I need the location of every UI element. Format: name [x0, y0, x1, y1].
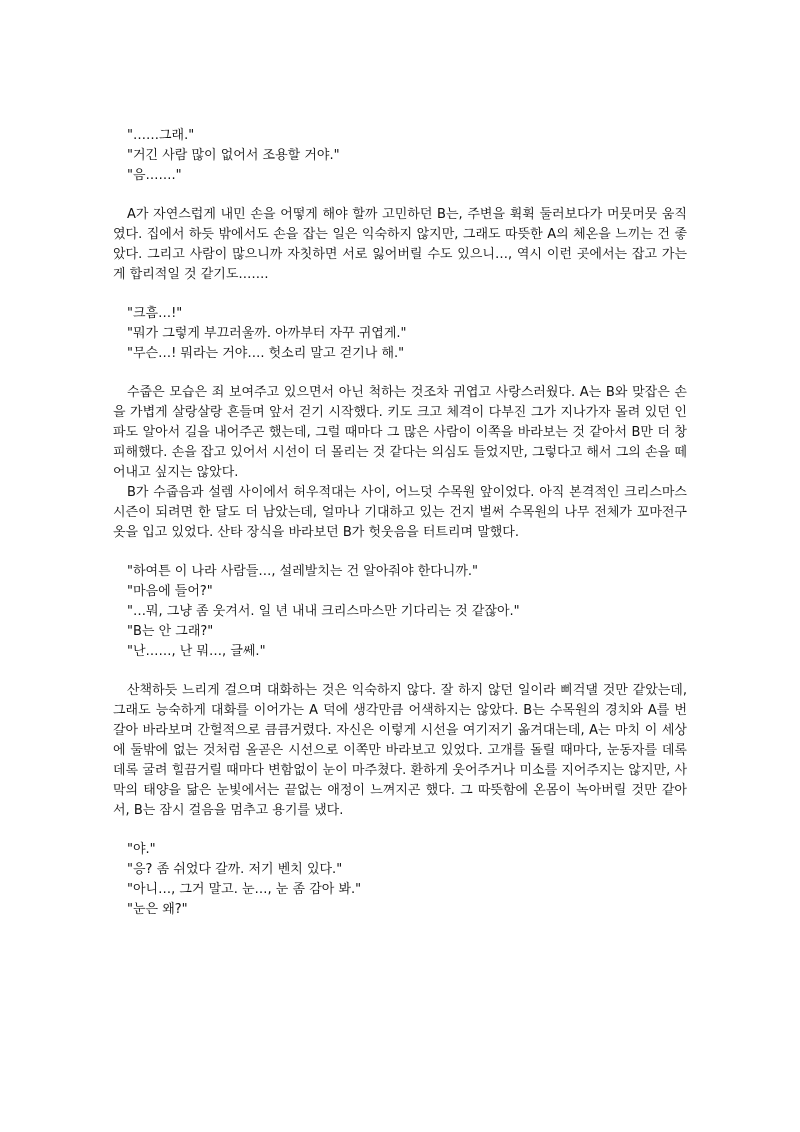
dialogue-line: "뭐가 그렇게 부끄러울까. 아까부터 자꾸 귀엽게."	[127, 326, 407, 341]
dialogue-block	[113, 126, 687, 186]
dialogue-line: "하여튼 이 나라 사람들…, 설레발치는 건 알아줘야 한다니까."	[127, 564, 478, 579]
narration-paragraph: 산책하듯 느리게 걸으며 대화하는 것은 익숙하지 않다. 잘 하지 않던 일이라 삐걱댈 것만 같았는데, 그래도 능숙하게 대화를 이어가는 A 덕에 생각만큼 어색하지는 않았다. B는 수목원의 경치와 A를 번갈아 바라보며 간헐적으로 큼큼거렸다. 자신은 이렇게 시선을 여기저기 옮겨대는데, A는 마치 이 세상에 둘밖에 없는 것처럼 올곧은 시선으로 이쪽만 바라보고 있었다. 고개를 돌릴 때마다, 눈동자를 데록데록 굴려 힐끔거릴 때마다 변함없이 눈이 마주쳤다. 환하게 웃어주거나 미소를 지어주지는 않지만, 사막의 태양을 닮은 눈빛에서는 끝없는 애정이 느껴지곤 했다. 그 따뜻함에 온몸이 녹아버릴 것만 같아서, B는 잠시 걸음을 멈추고 용기를 냈다.	[113, 683, 687, 818]
dialogue-line: "음……."	[127, 168, 182, 183]
dialogue-line: "아니…, 그거 말고. 눈…, 눈 좀 감아 봐."	[127, 882, 362, 897]
dialogue-line: "눈은 왜?"	[127, 902, 188, 917]
narration-block	[113, 681, 687, 821]
narration-paragraph: 수줍은 모습은 죄 보여주고 있으면서 아닌 척하는 것조차 귀엽고 사랑스러웠다. A는 B와 맞잡은 손을 가볍게 살랑살랑 흔들며 앞서 걷기 시작했다. 키도 크고 체격이 다부진 그가 지나가자 몰려 있던 인파도 알아서 길을 내어주곤 했는데, 그럴 때마다 그 많은 사람이 이쪽을 바라보는 것 같아서 B만 더 창피해했다. 손을 잡고 있어서 시선이 더 몰리는 것 같다는 의심도 들었지만, 그렇다고 해서 그의 손을 떼어내고 싶지는 않았다.	[113, 385, 687, 480]
dialogue-line: "…뭐, 그냥 좀 웃겨서. 일 년 내내 크리스마스만 기다리는 것 같잖아."	[127, 604, 520, 619]
dialogue-line: "……그래."	[127, 128, 195, 143]
dialogue-block	[113, 304, 687, 364]
dialogue-line: "응? 좀 쉬었다 갈까. 저기 벤치 있다."	[127, 862, 343, 877]
dialogue-line: "크흠…!"	[127, 306, 183, 321]
narration-paragraph: B가 수줍음과 설렘 사이에서 허우적대는 사이, 어느덧 수목원 앞이었다. 아직 본격적인 크리스마스 시즌이 되려면 한 달도 더 남았는데, 얼마나 기대하고 있는 건지 벌써 수목원의 나무 전체가 꼬마전구 옷을 입고 있었다. 산타 장식을 바라보던 B가 헛웃음을 터트리며 말했다.	[113, 485, 687, 540]
dialogue-line: "야."	[127, 842, 156, 857]
dialogue-block	[113, 840, 687, 920]
dialogue-line: "B는 안 그래?"	[127, 624, 214, 639]
narration-paragraph: A가 자연스럽게 내민 손을 어떻게 해야 할까 고민하던 B는, 주변을 휙휙 둘러보다가 머뭇머뭇 움직였다. 집에서 하듯 밖에서도 손을 잡는 일은 익숙하지 않지만, 그래도 따뜻한 A의 체온을 느끼는 건 좋았다. 그리고 사람이 많으니까 자칫하면 서로 잃어버릴 수도 있으니…, 역시 이런 곳에서는 잡고 가는 게 합리적일 것 같기도…….	[113, 207, 687, 282]
dialogue-line: "마음에 들어?"	[127, 584, 213, 599]
document-page	[113, 126, 687, 939]
narration-block	[113, 383, 687, 543]
narration-block	[113, 205, 687, 285]
dialogue-line: "무슨…! 뭐라는 거야…. 헛소리 말고 걷기나 해."	[127, 346, 405, 361]
dialogue-block	[113, 562, 687, 662]
dialogue-line: "거긴 사람 많이 없어서 조용할 거야."	[127, 148, 340, 163]
dialogue-line: "난……, 난 뭐…, 글쎄."	[127, 644, 266, 659]
